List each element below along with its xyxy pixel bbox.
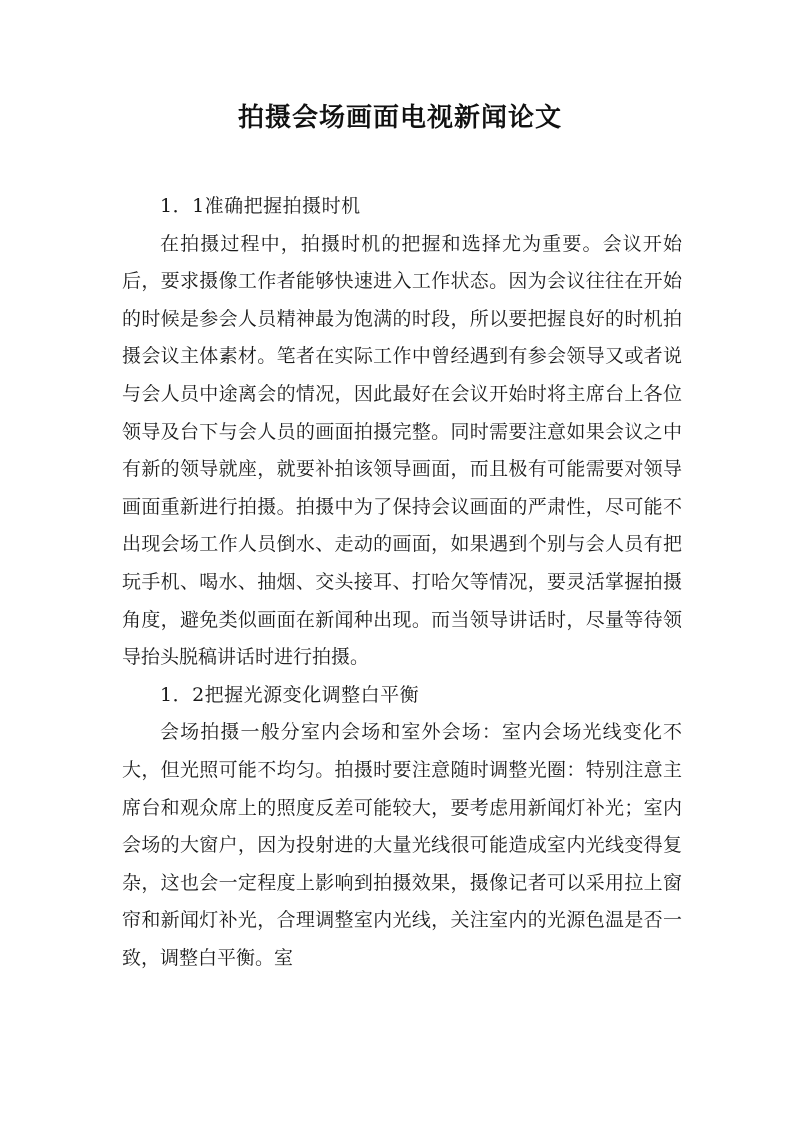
section-paragraph-1-1: 在拍摄过程中，拍摄时机的把握和选择尤为重要。会议开始后，要求摄像工作者能够快速进入工作状态。因为会议往往在开始的时候是参会人员精神最为饱满的时段，所以要把握良好的时机拍摄会议主体素材。笔者在实际工作中曾经遇到有参会领导又或者说与会人员中途离会的情况，因此最好在会议开始时将主席台上各位领导及台下与会人员的画面拍摄完整。同时需要注意如果会议之中有新的领导就座，就要补拍该领导画面，而且极有可能需要对领导画面重新进行拍摄。拍摄中为了保持会议画面的严肃性，尽可能不出现会场工作人员倒水、走动的画面，如果遇到个别与会人员有把玩手机、喝水、抽烟、交头接耳、打哈欠等情况，要灵活掌握拍摄角度，避免类似画面在新闻种出现。而当领导讲话时，尽量等待领导抬头脱稿讲话时进行拍摄。 — [122, 232, 682, 669]
section-paragraph-1-2: 会场拍摄一般分室内会场和室外会场：室内会场光线变化不大，但光照可能不均匀。拍摄时要注意随时调整光圈：特别注意主席台和观众席上的照度反差可能较大，要考虑用新闻灯补光；室内会场的大窗户，因为投射进的大量光线很可能造成室内光线变得复杂，这也会一定程度上影响到拍摄效果，摄像记者可以采用拉上窗帘和新闻灯补光，合理调整室内光线，关注室内的光源色温是否一致，调整白平衡。室 — [122, 721, 682, 969]
document-body — [122, 188, 682, 977]
document-title: 拍摄会场画面电视新闻论文 — [237, 103, 562, 133]
section-heading-1-2: 1．2把握光源变化调整白平衡 — [160, 683, 420, 706]
section-heading-1-1: 1．1准确把握拍摄时机 — [160, 195, 361, 217]
